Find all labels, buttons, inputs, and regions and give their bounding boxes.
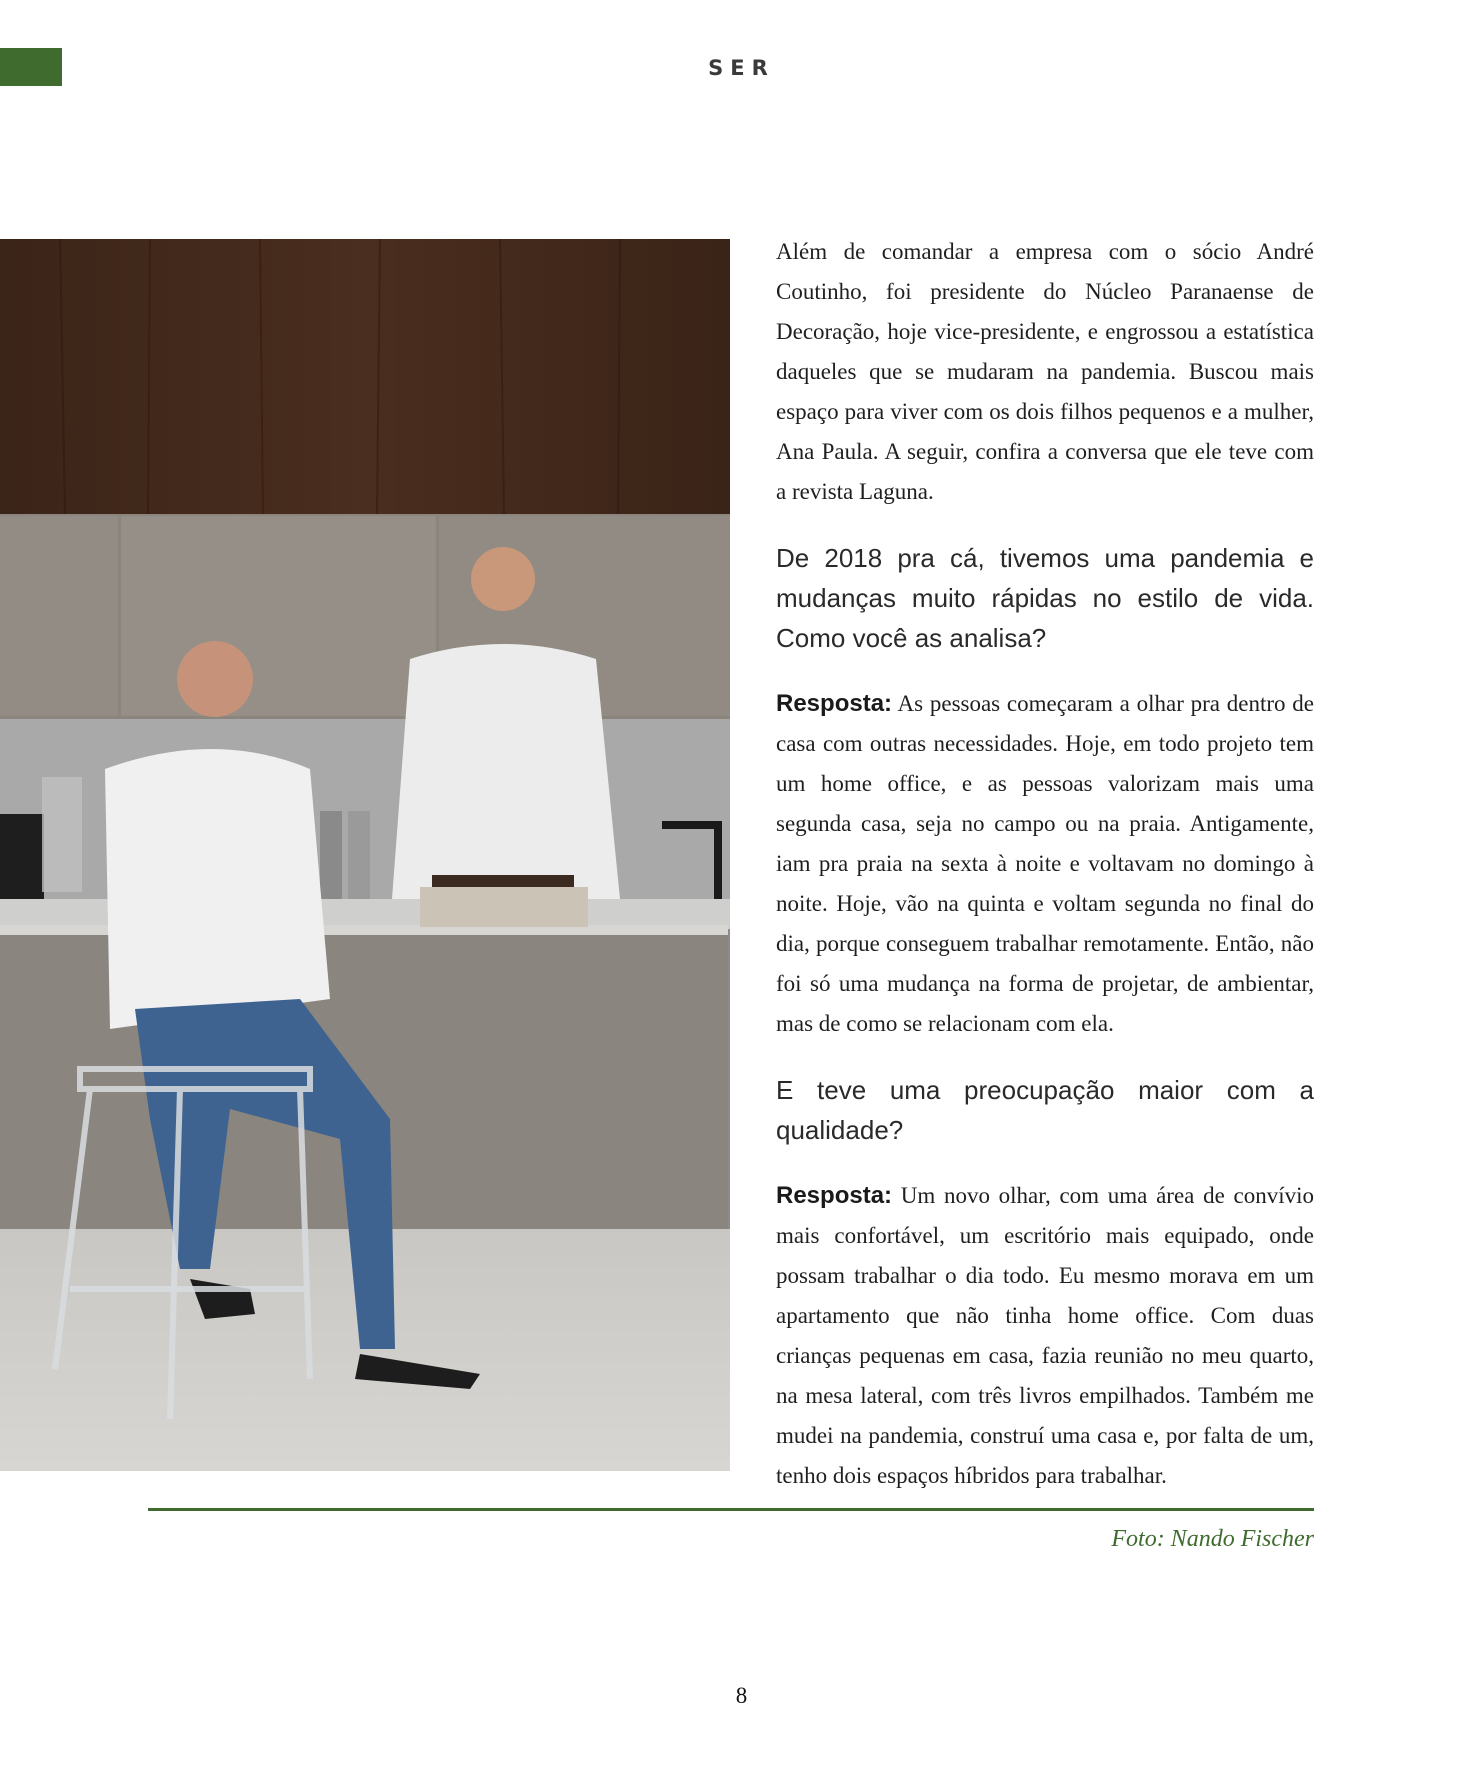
kitchen-portrait-photo (0, 239, 730, 1471)
answer-2 (776, 1176, 1314, 1496)
intro-paragraph: Além de comandar a empresa com o sócio André Coutinho, foi presidente do Núcleo Paranaense de Decoração, hoje vice-presidente, e engrossou a estatística daqueles que se mudaram na pandemia. Buscou mais espaço para viver com os dois filhos pequenos e a mulher, Ana Paula. A seguir, confira a conversa que ele teve com a revista Laguna. (776, 239, 1314, 504)
answer-text: As pessoas começaram a olhar pra dentro de casa com outras necessidades. Hoje, em todo projeto tem um home office, e as pessoas valorizam mais uma segunda casa, seja no campo ou na praia. Antigamente, iam pra praia na sexta à noite e voltavam no domingo à noite. Hoje, vão na quinta e voltam segunda no final do dia, porque conseguem trabalhar remotamente. Então, não foi só uma mudança na forma de projetar, de ambientar, mas de como se relacionam com ela. (776, 691, 1314, 1036)
answer-label: Resposta: (776, 690, 893, 717)
photo-credit: Foto: Nando Fischer (1111, 1526, 1314, 1552)
article-text-column (776, 232, 1314, 1496)
answer-label: Resposta: (776, 1182, 893, 1209)
question-2: E teve uma preocupação maior com a qualidade? (776, 1075, 1314, 1145)
question-1: De 2018 pra cá, tivemos uma pandemia e mudanças muito rápidas no estilo de vida. Como você as analisa? (776, 543, 1314, 653)
page-number: 8 (735, 1683, 748, 1708)
footer-rule (148, 1508, 1314, 1511)
answer-text: Um novo olhar, com uma área de convívio mais confortável, um escritório mais equipado, onde possam trabalhar o dia todo. Eu mesmo morava em um apartamento que não tinha home office. Com duas crianças pequenas em casa, fazia reunião no meu quarto, na mesa lateral, com três livros empilhados. Também me mudei na pandemia, construí uma casa e, por falta de um, tenho dois espaços híbridos para trabalhar. (776, 1183, 1314, 1488)
answer-1 (776, 684, 1314, 1044)
section-label: SER (708, 56, 775, 80)
